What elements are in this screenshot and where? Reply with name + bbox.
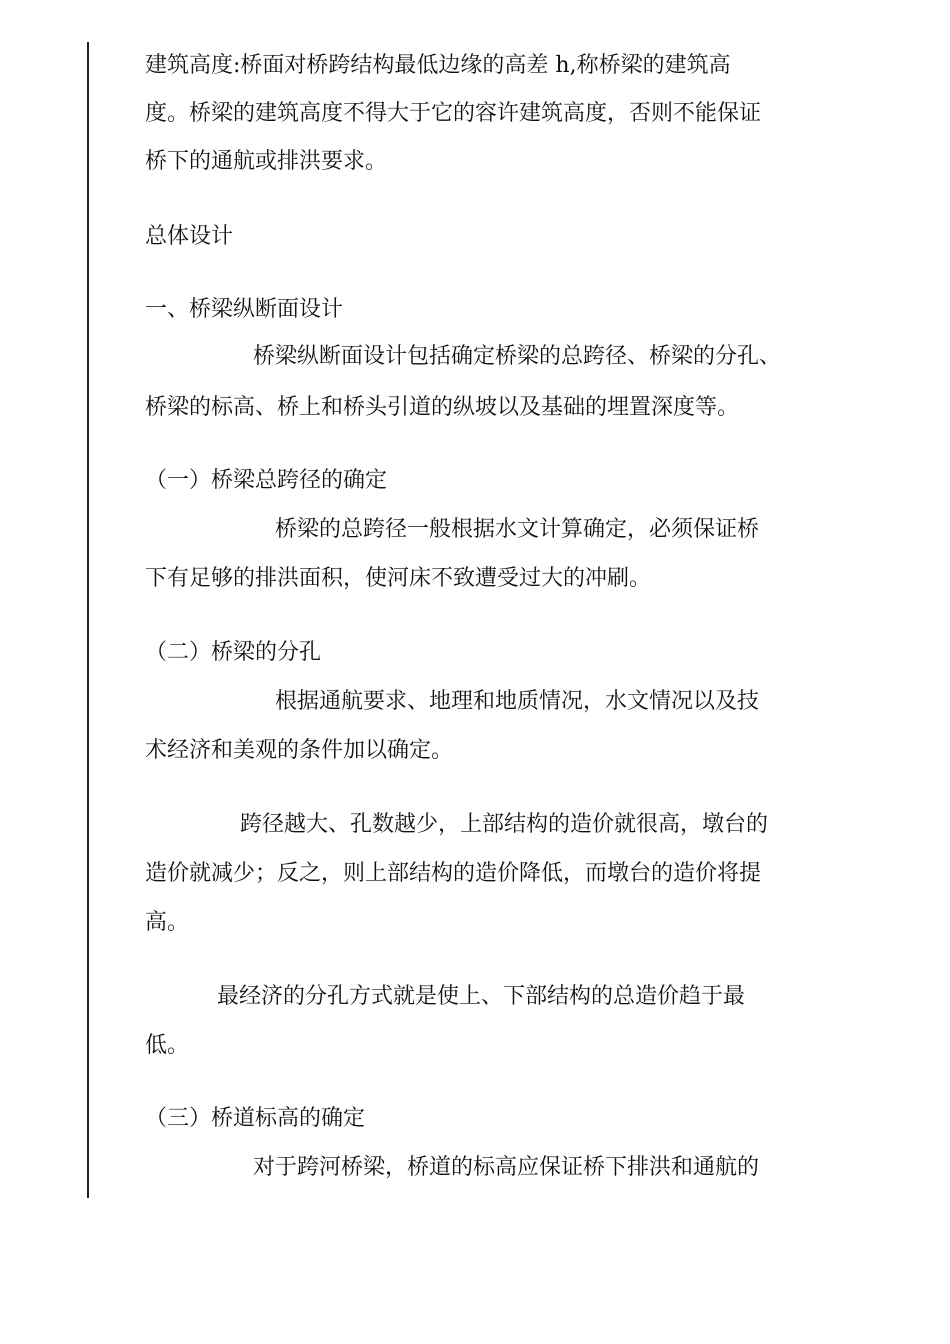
paragraph-line: 对于跨河桥梁，桥道的标高应保证桥下排洪和通航的 bbox=[253, 1155, 760, 1180]
paragraph-line: 最经济的分孔方式就是使上、下部结构的总造价趋于最 bbox=[217, 984, 746, 1009]
paragraph-line: 桥梁的总跨径一般根据水文计算确定，必须保证桥 bbox=[275, 517, 760, 542]
margin-rule bbox=[87, 42, 89, 1198]
paragraph-line: 低。 bbox=[145, 1033, 190, 1058]
paragraph-line: 术经济和美观的条件加以确定。 bbox=[145, 738, 454, 763]
paragraph-line: 桥梁的标高、桥上和桥头引道的纵坡以及基础的埋置深度等。 bbox=[145, 395, 740, 420]
section-heading: 总体设计 bbox=[145, 224, 234, 249]
paragraph-line: 高。 bbox=[145, 910, 190, 935]
subsection-heading: （三）桥道标高的确定 bbox=[145, 1106, 366, 1131]
subsection-heading: （二）桥梁的分孔 bbox=[145, 640, 322, 665]
paragraph-line: 桥下的通航或排洪要求。 bbox=[145, 149, 388, 174]
section-heading: 一、桥梁纵断面设计 bbox=[145, 297, 344, 322]
paragraph-line: 桥梁纵断面设计包括确定桥梁的总跨径、桥梁的分孔、 bbox=[253, 344, 782, 369]
subsection-heading: （一）桥梁总跨径的确定 bbox=[145, 468, 388, 493]
paragraph-line: 造价就减少；反之，则上部结构的造价降低，而墩台的造价将提 bbox=[145, 861, 762, 886]
paragraph-line: 跨径越大、孔数越少，上部结构的造价就很高，墩台的 bbox=[240, 812, 769, 837]
paragraph-line: 建筑高度:桥面对桥跨结构最低边缘的高差 h,称桥梁的建筑高 bbox=[145, 53, 731, 78]
paragraph-line: 度。桥梁的建筑高度不得大于它的容许建筑高度，否则不能保证 bbox=[145, 101, 762, 126]
paragraph-line: 根据通航要求、地理和地质情况，水文情况以及技 bbox=[275, 689, 760, 714]
paragraph-line: 下有足够的排洪面积，使河床不致遭受过大的冲刷。 bbox=[145, 566, 652, 591]
